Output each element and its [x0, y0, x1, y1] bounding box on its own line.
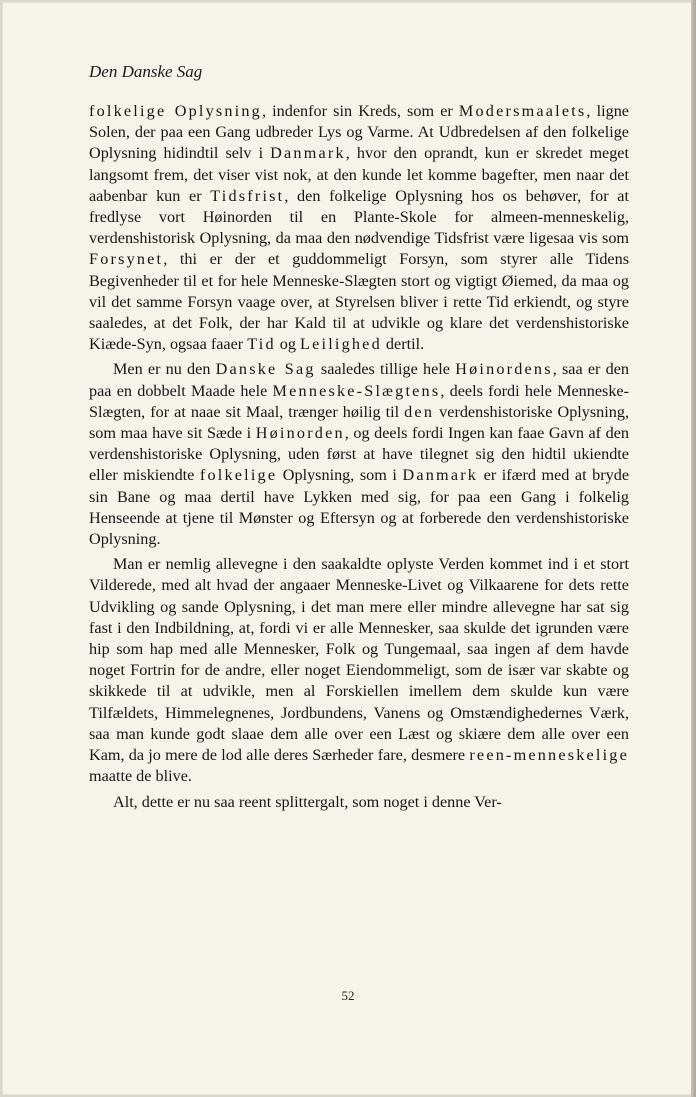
- spaced-emphasis: Tidsfrist: [210, 186, 285, 205]
- spaced-emphasis: Danske Sag: [215, 360, 316, 379]
- spaced-emphasis: Forsynet: [89, 250, 164, 269]
- text-run: , ligne Solen, der paa een Gang udbreder Lys og Varme. At Udbredelsen af den folkelige Oplysning hidindtil selv i: [89, 102, 629, 163]
- text-run: , indenfor sin Kreds, som er: [261, 102, 459, 120]
- paragraph: [89, 792, 629, 813]
- text-run: , den folkelige Oplysning hos os behøver, for at fredlyse vort Høinorden til en Plante-Skole for almeen-menneskelig, verdenshistorisk Oplysning, da maa den nødvendige Tidsfrist være ligesaa vis som: [89, 186, 629, 248]
- spaced-emphasis: folkelige Oplysning: [89, 102, 262, 120]
- text-run: og: [275, 335, 301, 354]
- text-run: er ifærd med at bryde sin Bane og maa dertil have Lykken med sig, for paa een Gang i folkelig Henseende at tjene til Mønster og Eftersyn og at forberede den verdenshistoriske Oplysning.: [89, 466, 630, 549]
- spaced-emphasis: folkelige: [199, 466, 278, 485]
- text-run: , og deels fordi Ingen kan faae Gavn af den verdenshistoriske Oplysning, uden først at have tilegnet sig den hidtil ukiendte eller miskiendte: [89, 424, 629, 485]
- body-text: [89, 101, 629, 817]
- text-run: , deels fordi hele Menneske-Slægten, for at naae sit Maal, trænger høilig til: [89, 381, 629, 421]
- spaced-emphasis: Høinordens: [455, 360, 553, 379]
- text-run: Alt, dette er nu saa reent splittergalt, som noget i denne Ver-: [113, 792, 502, 811]
- spaced-emphasis: Menneske-Slægtens: [272, 381, 441, 400]
- spaced-emphasis: Danmark: [270, 144, 346, 163]
- text-run: dertil.: [381, 335, 425, 354]
- page-number: 52: [341, 988, 355, 1003]
- running-head: Den Danske Sag: [89, 62, 203, 81]
- paragraph: [89, 359, 629, 550]
- page-edge: [691, 0, 696, 1097]
- spaced-emphasis: Tid: [247, 335, 276, 354]
- text-run: saaledes tillige hele: [315, 360, 456, 379]
- text-run: maatte de blive.: [89, 767, 192, 786]
- text-run: Man er nemlig allevegne i den saakaldte oplyste Verden kommet ind i et stort Vilderede, med alt hvad der angaaer Menneske-Livet og Vilkaarene for dets rette Udvikling og sande Oplysning, i det man mere eller mindre allevegne har sat sig fast i den Indbildning, at, fordi vi er alle Mennesker, saa skulde det igrunden være hip som hap med alle Mennesker, Folk og Tungemaal, saa ingen af dem havde noget Fortrin for de andre, eller noget Eiendommeligt, som de især var skabte og skikkede til at udvikle, men al Forskiellen imellem dem skulde kun være Tilfældets, Himmelegnenes, Jordbundens, Vanens og Omstændighedernes Værk, saa man kunde godt slaae dem alle over een Læst og skiære dem alle over een Kam, da jo mere de lod alle deres Særheder fare, desmere: [89, 555, 629, 765]
- text-run: , saa er den paa en dobbelt Maade hele: [89, 360, 630, 400]
- spaced-emphasis: den: [404, 402, 435, 421]
- text-run: Men er nu den: [113, 360, 216, 379]
- spaced-emphasis: reen-menneskelige: [469, 746, 629, 765]
- spaced-emphasis: Leilighed: [300, 335, 382, 354]
- text-run: Oplysning, som i: [277, 466, 403, 485]
- spaced-emphasis: Høinorden: [255, 424, 345, 443]
- text-run: verdenshistoriske Oplysning, som maa have sit Sæde i: [89, 402, 630, 443]
- paragraph: [89, 101, 629, 355]
- text-run: , hvor den oprandt, kun er skredet meget langsomt frem, det viser vist nok, at den kunde let komme bagefter, men naar det aabenbar kun er: [89, 144, 629, 205]
- spaced-emphasis: Danmark: [402, 466, 479, 485]
- spaced-emphasis: Modersmaalets: [458, 102, 587, 120]
- text-run: , thi er der et guddommeligt Forsyn, som styrer alle Tidens Begivenheder til et for hele Menneske-Slægten stort og vigtigt Øiemed, da maa og vil det samme Forsyn vaage over, at Styrelsen bliver i rette Tid erkiendt, og styre saaledes, at det Folk, der har Kald til at udvikle og klare det verdenshistoriske Kiæde-Syn, ogsaa faaer: [89, 250, 629, 354]
- paragraph: [89, 554, 629, 787]
